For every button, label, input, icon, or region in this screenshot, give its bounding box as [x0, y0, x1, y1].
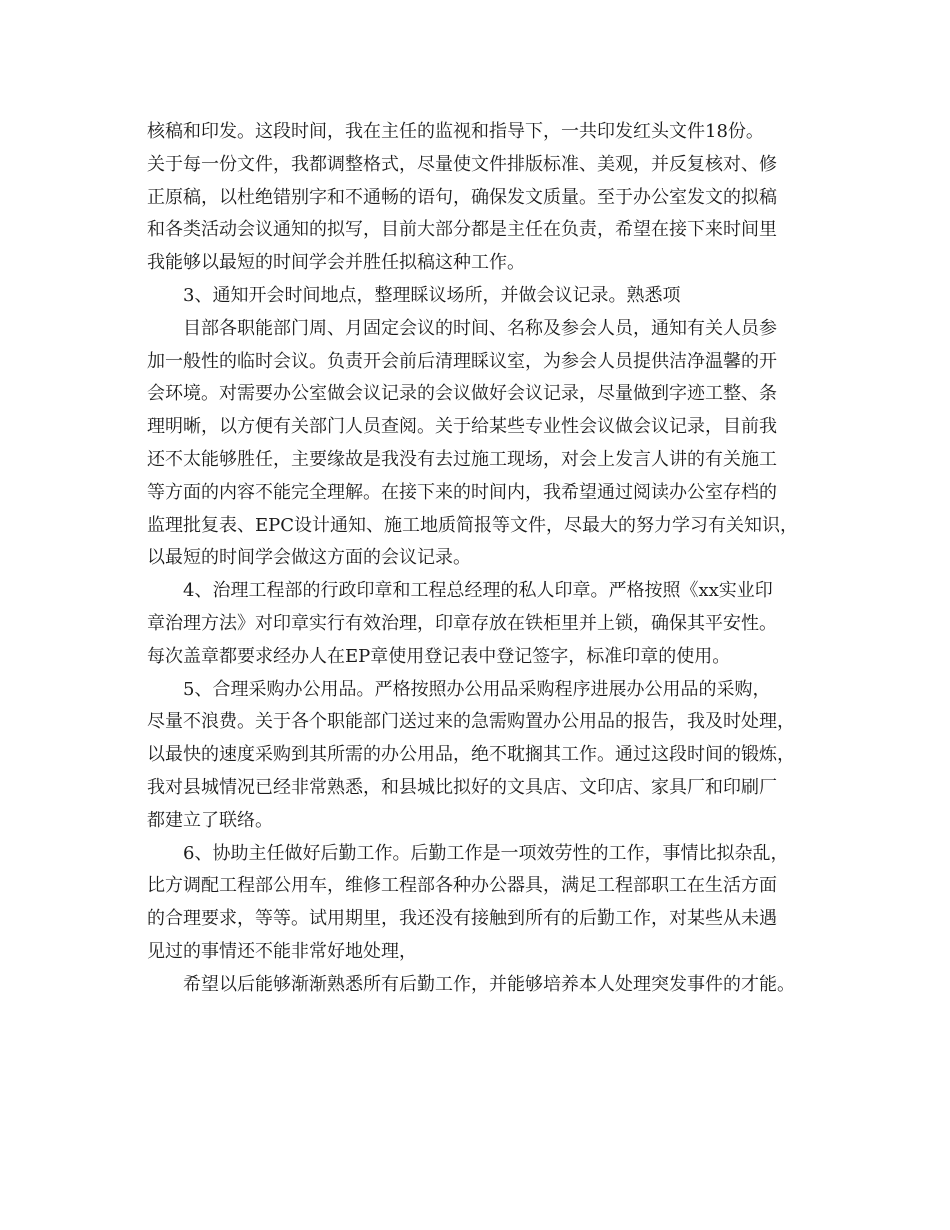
- text-line: 的合理要求，等等。试用期里，我还没有接触到所有的后勤工作，对某些从未遇: [147, 908, 777, 930]
- text-line: 尽量不浪费。关于各个职能部门送过来的急需购置办公用品的报告，我及时处理，: [147, 711, 795, 733]
- text-line: 我能够以最短的时间学会并胜任拟稿这种工作。: [147, 252, 525, 274]
- text-line: 目部各职能部门周、月固定会议的时间、名称及参会人员，通知有关人员参: [183, 317, 777, 339]
- text-line: 会环境。对需要办公室做会议记录的会议做好会议记录，尽量做到字迹工整、条: [147, 383, 777, 405]
- text-line: 正原稿，以杜绝错别字和不通畅的语句，确保发文质量。至于办公室发文的拟稿: [147, 186, 777, 208]
- text-line: 核稿和印发。这段时间，我在主任的监视和指导下，一共印发红头文件18份。: [147, 121, 764, 142]
- document-page: [147, 116, 827, 1002]
- text-line: 关于每一份文件，我都调整格式，尽量使文件排版标准、美观，并反复核对、修: [147, 153, 777, 175]
- text-line: 以最短的时间学会做这方面的会议记录。: [147, 547, 471, 569]
- text-line: 3、通知开会时间地点，整理睬议场所，并做会议记录。熟悉项: [183, 284, 681, 306]
- text-line: 4、治理工程部的行政印章和工程总经理的私人印章。严格按照《xx实业印: [183, 580, 773, 602]
- text-line: 还不太能够胜任，主要缘故是我没有去过施工现场，对会上发言人讲的有关施工: [147, 448, 777, 470]
- text-line: 以最快的速度采购到其所需的办公用品，绝不耽搁其工作。通过这段时间的锻炼，: [147, 744, 795, 766]
- text-line: 都建立了联络。: [147, 809, 273, 831]
- text-line: 章治理方法》对印章实行有效治理，印章存放在铁柜里并上锁，确保其平安性。: [147, 612, 777, 634]
- text-line: 比方调配工程部公用车，维修工程部各种办公器具，满足工程部职工在生活方面: [147, 875, 777, 897]
- text-line: 希望以后能够渐渐熟悉所有后勤工作，并能够培养本人处理突发事件的才能。: [183, 973, 795, 995]
- text-line: 加一般性的临时会议。负责开会前后清理睬议室，为参会人员提供洁净温馨的开: [147, 350, 777, 372]
- text-line: 每次盖章都要求经办人在EP章使用登记表中登记签字，标准印章的使用。: [147, 645, 731, 667]
- text-line: 等方面的内容不能完全理解。在接下来的时间内，我希望通过阅读办公室存档的: [147, 481, 777, 503]
- text-line: 6、协助主任做好后勤工作。后勤工作是一项效劳性的工作，事情比拟杂乱，: [183, 842, 789, 864]
- text-line: 5、合理采购办公用品。严格按照办公用品采购程序进展办公用品的采购，: [183, 678, 771, 700]
- text-line: 我对县城情况已经非常熟悉，和县城比拟好的文具店、文印店、家具厂和印刷厂: [147, 776, 777, 798]
- text-line: 和各类活动会议通知的拟写，目前大部分都是主任在负责，希望在接下来时间里: [147, 219, 777, 241]
- text-line: 理明晰，以方便有关部门人员查阅。关于给某些专业性会议做会议记录，目前我: [147, 416, 777, 438]
- text-line: 监理批复表、EPC设计通知、施工地质简报等文件，尽最大的努力学习有关知识，: [147, 514, 799, 536]
- text-line: 见过的事情还不能非常好地处理，: [147, 940, 417, 962]
